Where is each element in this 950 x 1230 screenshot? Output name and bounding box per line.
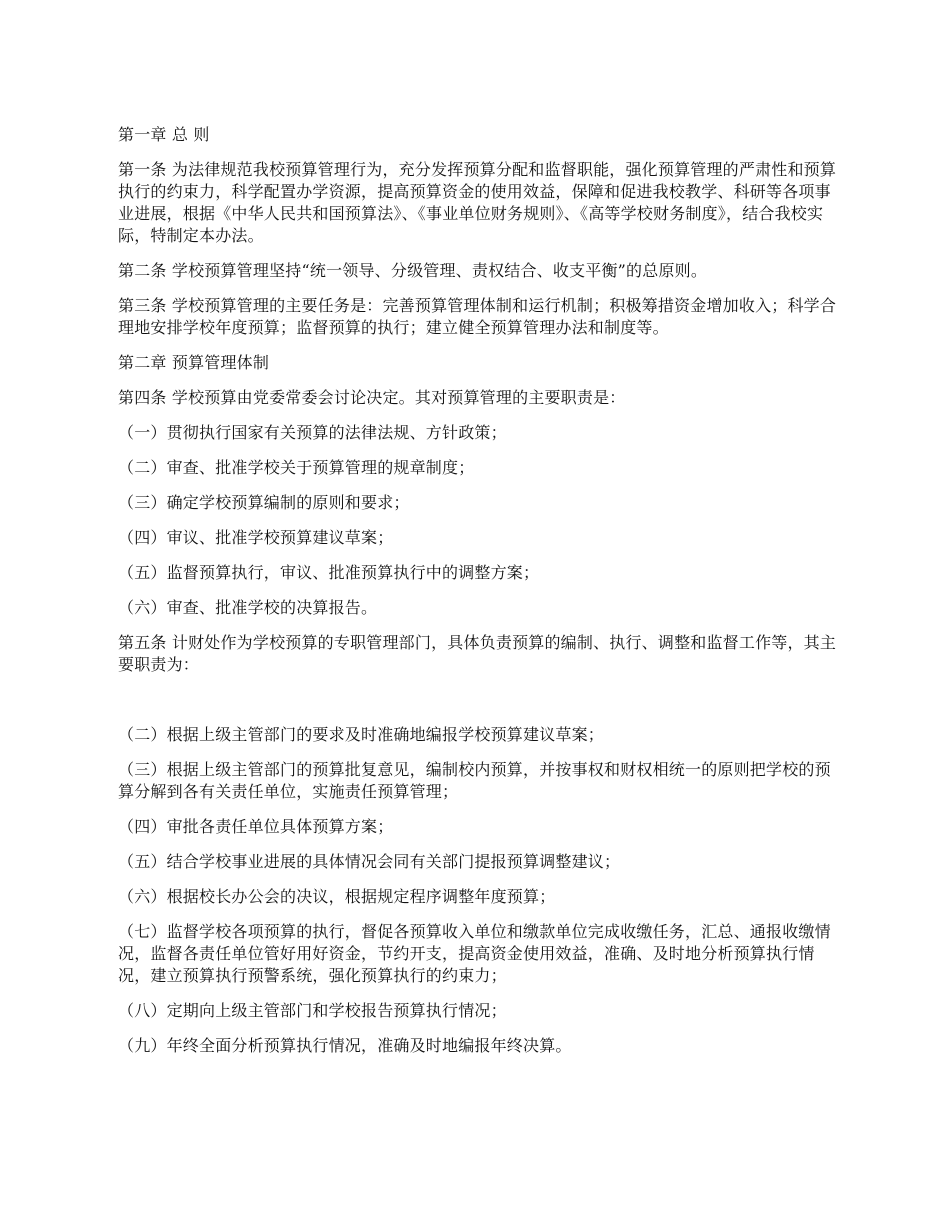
article-5: 第五条 计财处作为学校预算的专职管理部门，具体负责预算的编制、执行、调整和监督工作等，其主要职责为：: [118, 633, 837, 674]
chapter-1-heading: 第一章 总 则: [118, 125, 210, 144]
article-5-item: （八）定期向上级主管部门和学校报告预算执行情况；: [118, 1001, 507, 1020]
article-4-item: （一）贯彻执行国家有关预算的法律法规、方针政策；: [118, 423, 507, 442]
article-3: 第三条 学校预算管理的主要任务是：完善预算管理体制和运行机制；积极筹措资金增加收入；科学合理地安排学校年度预算；监督预算的执行；建立健全预算管理办法和制度等。: [118, 296, 837, 337]
article-4-item: （二）审查、批准学校关于预算管理的规章制度；: [118, 458, 475, 477]
article-5-item: （七）监督学校各项预算的执行，督促各预算收入单位和缴款单位完成收缴任务，汇总、通报收缴情况，监督各责任单位管好用好资金，节约开支，提高资金使用效益，准确、及时地分析预算执行情况，建立预算执行预警系统，强化预算执行的约束力；: [118, 922, 831, 985]
article-4-item: （三）确定学校预算编制的原则和要求；: [118, 493, 410, 512]
article-5-item: （五）结合学校事业进展的具体情况会同有关部门提报预算调整建议；: [118, 852, 621, 871]
document-page: [118, 124, 843, 1070]
article-2: 第二条 学校预算管理坚持“统一领导、分级管理、责权结合、收支平衡”的总原则。: [118, 261, 708, 280]
article-4: 第四条 学校预算由党委常委会讨论决定。其对预算管理的主要职责是：: [118, 388, 626, 407]
article-5-item: （九）年终全面分析预算执行情况，准确及时地编报年终决算。: [118, 1036, 572, 1055]
blank-gap: [118, 689, 843, 724]
article-4-item: （四）审议、批准学校预算建议草案；: [118, 528, 394, 547]
article-5-item: （四）审批各责任单位具体预算方案；: [118, 817, 394, 836]
article-5-item: （六）根据校长办公会的决议，根据规定程序调整年度预算；: [118, 887, 556, 906]
article-5-item: （三）根据上级主管部门的预算批复意见，编制校内预算，并按事权和财权相统一的原则把学校的预算分解到各有关责任单位，实施责任预算管理；: [118, 760, 831, 801]
chapter-2-heading: 第二章 预算管理体制: [118, 353, 270, 372]
article-1: 第一条 为法律规范我校预算管理行为，充分发挥预算分配和监督职能，强化预算管理的严肃性和预算执行的约束力，科学配置办学资源，提高预算资金的使用效益，保障和促进我校教学、科研等各项事业进展，根据《中华人民共和国预算法》、《事业单位财务规则》、《高等学校财务制度》，结合我校实际，特制定本办法。: [118, 160, 837, 245]
article-4-item: （六）审查、批准学校的决算报告。: [118, 598, 378, 617]
article-5-item: （二）根据上级主管部门的要求及时准确地编报学校预算建议草案；: [118, 725, 605, 744]
article-4-item: （五）监督预算执行，审议、批准预算执行中的调整方案；: [118, 563, 540, 582]
